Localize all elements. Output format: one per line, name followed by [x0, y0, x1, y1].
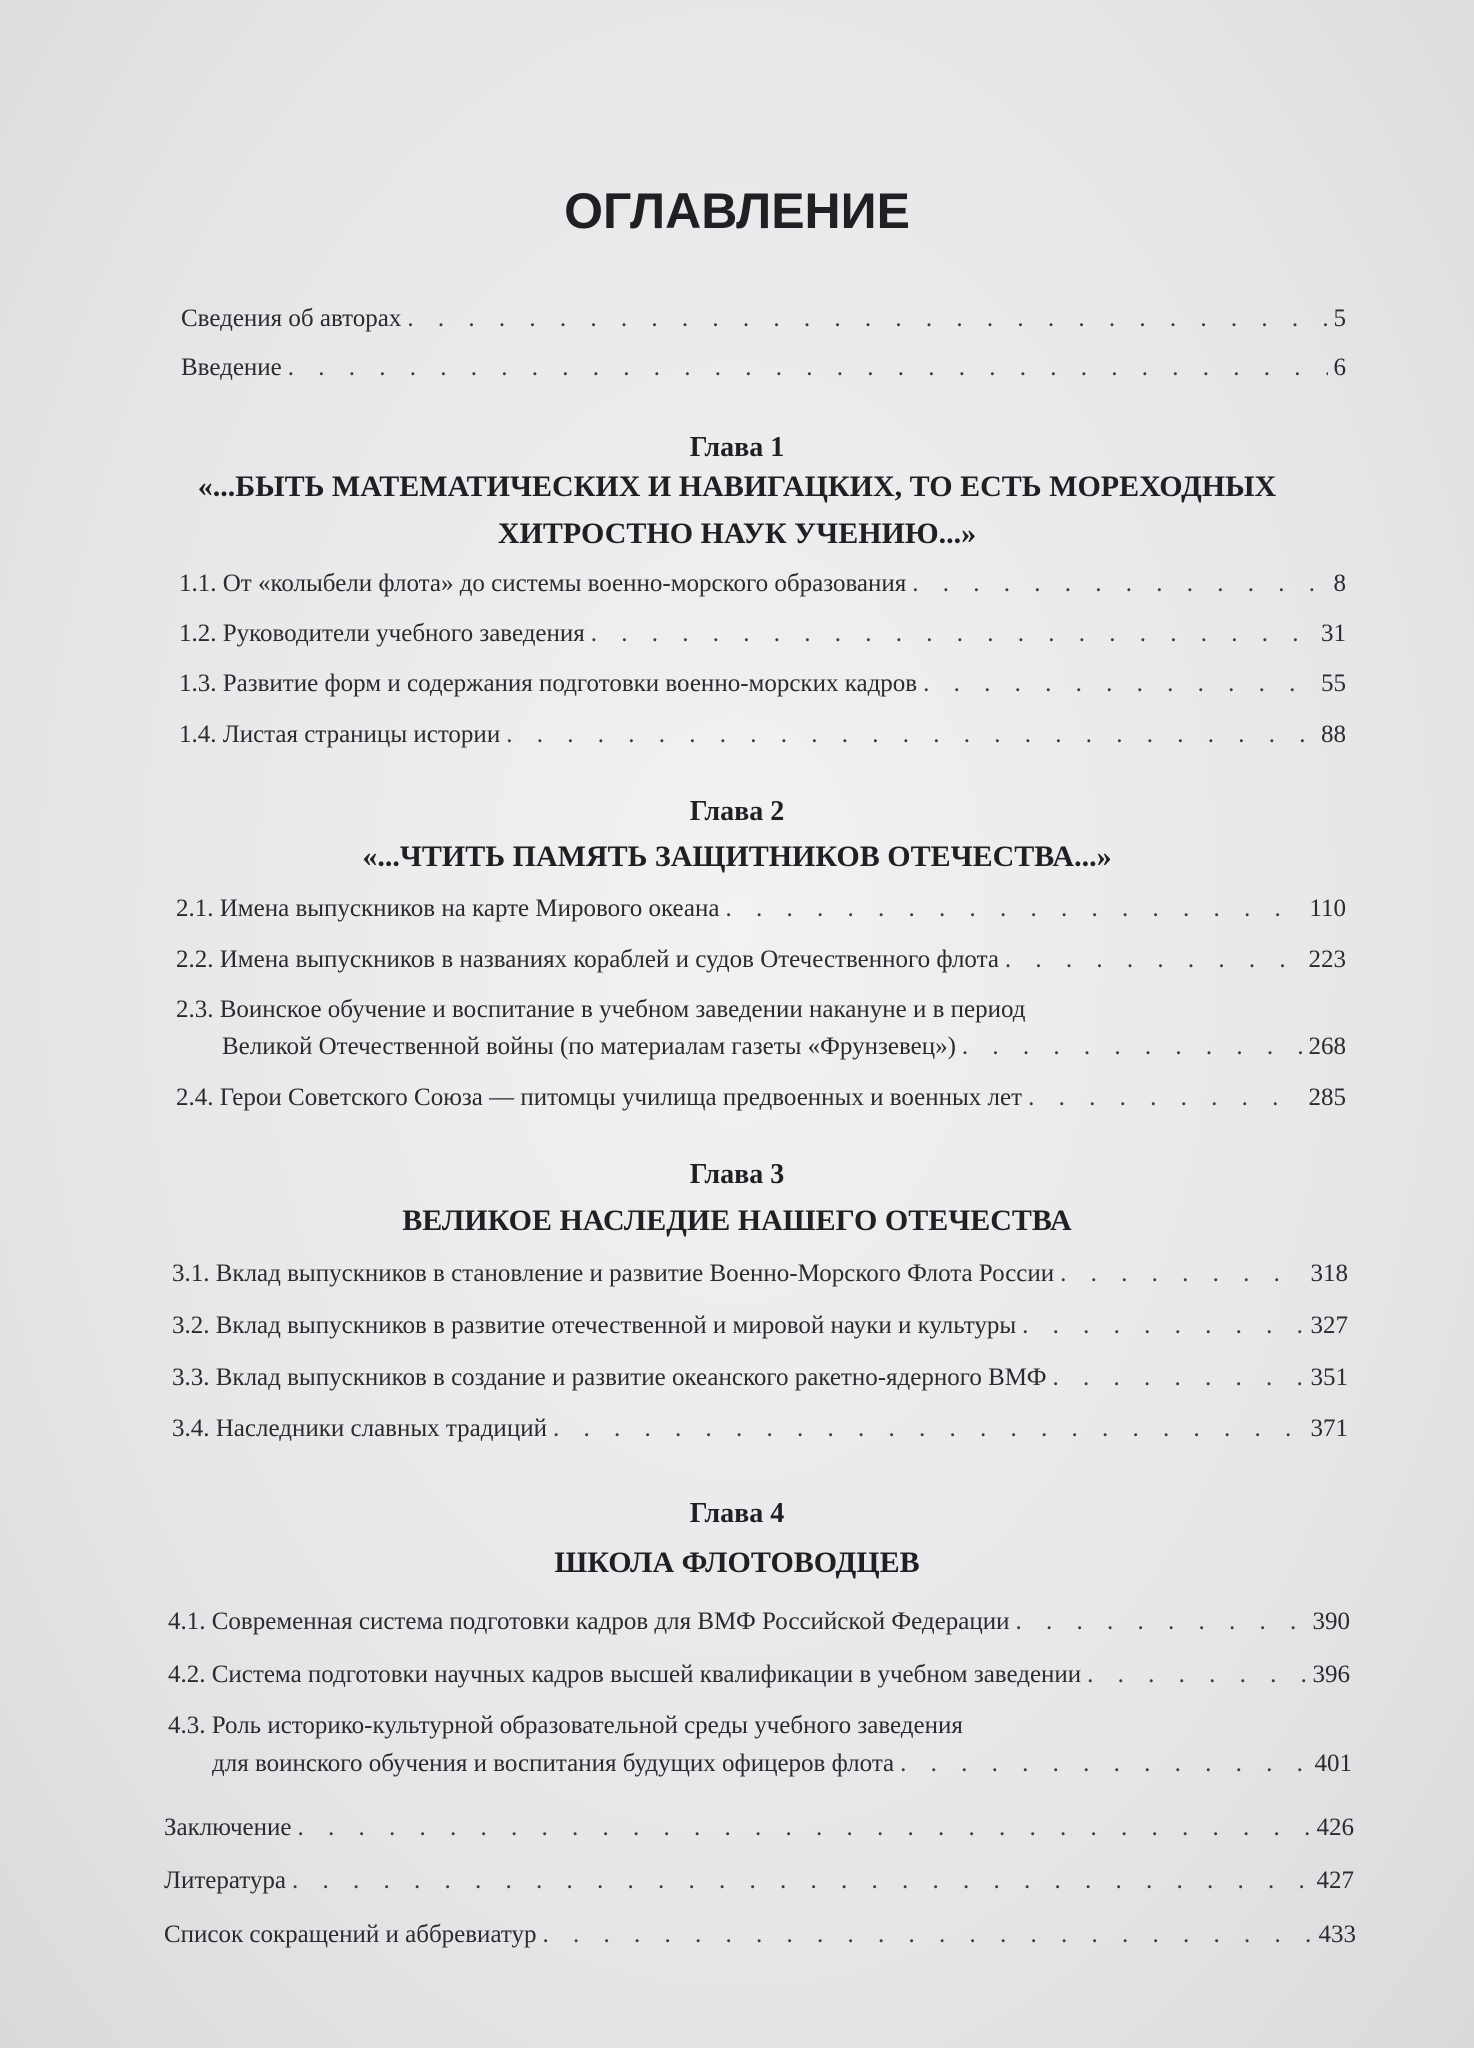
- chapter-number: Глава 1: [689, 432, 785, 463]
- leader-dots: [1028, 1084, 1302, 1112]
- toc-entry-page: 55: [1321, 670, 1346, 697]
- toc-entry[interactable]: [181, 354, 1346, 382]
- toc-entry-page: 223: [1308, 946, 1346, 973]
- toc-entry-page: 285: [1308, 1084, 1346, 1111]
- toc-entry[interactable]: [176, 895, 1346, 923]
- chapter-title: ВЕЛИКОЕ НАСЛЕДИЕ НАШЕГО ОТЕЧЕСТВА: [402, 1204, 1072, 1237]
- leader-dots: [1052, 1364, 1304, 1392]
- toc-entry[interactable]: [222, 1033, 1346, 1061]
- leader-dots: [553, 1415, 1305, 1443]
- leader-dots: [912, 570, 1327, 598]
- toc-entry-label: Введение: [181, 354, 282, 381]
- toc-entry-label: 1.2. Руководители учебного заведения: [179, 620, 585, 647]
- toc-entry[interactable]: [172, 1364, 1348, 1392]
- chapter-number: Глава 3: [689, 1159, 785, 1190]
- page-title: ОГЛАВЛЕНИЕ: [564, 183, 910, 239]
- leader-dots: [923, 670, 1315, 698]
- toc-entry[interactable]: [168, 1608, 1350, 1636]
- toc-entry-label: Великой Отечественной войны (по материалам газеты «Фрунзевец»): [222, 1033, 956, 1060]
- toc-entry-page: 351: [1310, 1364, 1348, 1391]
- leader-dots: [962, 1033, 1303, 1061]
- chapter-title: ХИТРОСТНО НАУК УЧЕНИЮ...»: [497, 517, 977, 550]
- toc-entry[interactable]: [179, 670, 1346, 698]
- toc-entry-page: 427: [1316, 1867, 1354, 1894]
- toc-entry[interactable]: [172, 1312, 1348, 1340]
- leader-dots: [407, 305, 1327, 333]
- toc-entry-page: 8: [1333, 570, 1346, 597]
- toc-entry-page: 433: [1318, 1921, 1356, 1948]
- toc-entry-label: 3.4. Наследники славных традиций: [172, 1415, 547, 1442]
- toc-entry-page: 6: [1333, 354, 1346, 381]
- toc-entry[interactable]: [179, 721, 1346, 749]
- toc-entry-page: 268: [1308, 1033, 1346, 1060]
- chapter-title: ШКОЛА ФЛОТОВОДЦЕВ: [554, 1546, 920, 1579]
- toc-entry-label: Сведения об авторах: [181, 305, 402, 332]
- toc-entry[interactable]: [172, 1415, 1348, 1443]
- toc-entry-page: 318: [1310, 1260, 1348, 1287]
- toc-entry[interactable]: [164, 1921, 1356, 1949]
- toc-entry-label: Заключение: [164, 1814, 292, 1841]
- toc-entry[interactable]: [176, 946, 1346, 974]
- toc-entry-label: 1.4. Листая страницы истории: [179, 721, 501, 748]
- leader-dots: [591, 620, 1315, 648]
- chapter-title: «...ЧТИТЬ ПАМЯТЬ ЗАЩИТНИКОВ ОТЕЧЕСТВА...»: [362, 840, 1112, 873]
- toc-entry[interactable]: [164, 1814, 1354, 1842]
- leader-dots: [726, 895, 1304, 923]
- toc-entry-page: 327: [1310, 1312, 1348, 1339]
- leader-dots: [543, 1921, 1313, 1949]
- toc-entry-label: 2.1. Имена выпускников на карте Мирового океана: [176, 895, 720, 922]
- leader-dots: [900, 1750, 1308, 1778]
- leader-dots: [1022, 1312, 1304, 1340]
- chapter-number: Глава 2: [689, 796, 785, 827]
- leader-dots: [292, 1867, 1311, 1895]
- toc-entry-page: 426: [1316, 1814, 1354, 1841]
- leader-dots: [506, 721, 1315, 749]
- toc-entry-label: 3.2. Вклад выпускников в развитие отечественной и мировой науки и культуры: [172, 1312, 1017, 1339]
- toc-entry-label: 2.2. Имена выпускников в названиях кораблей и судов Отечественного флота: [176, 946, 999, 973]
- toc-entry-page: 88: [1321, 721, 1346, 748]
- leader-dots: [1005, 946, 1303, 974]
- toc-entry-page: 110: [1309, 895, 1346, 922]
- toc-entry-label: 2.4. Герои Советского Союза — питомцы училища предвоенных и военных лет: [176, 1084, 1023, 1111]
- toc-entry-label: 4.1. Современная система подготовки кадров для ВМФ Российской Федерации: [168, 1608, 1010, 1635]
- toc-entry[interactable]: [164, 1867, 1354, 1895]
- toc-entry-first-line: 4.3. Роль историко-культурной образовательной среды учебного заведения: [168, 1712, 963, 1739]
- toc-entry-label: 1.3. Развитие форм и содержания подготовки военно-морских кадров: [179, 670, 918, 697]
- toc-entry-label: Список сокращений и аббревиатур: [164, 1921, 537, 1948]
- chapter-title: «...БЫТЬ МАТЕМАТИЧЕСКИХ И НАВИГАЦКИХ, ТО ЕСТЬ МОРЕХОДНЫХ: [197, 470, 1277, 503]
- toc-entry-label: 4.2. Система подготовки научных кадров высшей квалификации в учебном заведении: [168, 1661, 1082, 1688]
- toc-entry-page: 5: [1333, 305, 1346, 332]
- toc-entry-label: Литература: [164, 1867, 286, 1894]
- toc-entry-page: 31: [1321, 620, 1346, 647]
- toc-entry-page: 371: [1310, 1415, 1348, 1442]
- toc-entry-page: 390: [1312, 1608, 1350, 1635]
- toc-entry[interactable]: [176, 1084, 1346, 1112]
- toc-entry[interactable]: [179, 620, 1346, 648]
- toc-entry[interactable]: [168, 1661, 1350, 1689]
- leader-dots: [1060, 1260, 1304, 1288]
- leader-dots: [1015, 1608, 1306, 1636]
- toc-entry-label: 3.1. Вклад выпускников в становление и развитие Военно-Морского Флота России: [172, 1260, 1055, 1287]
- toc-entry[interactable]: [212, 1750, 1352, 1778]
- toc-entry-label: 3.3. Вклад выпускников в создание и развитие океанского ракетно-ядерного ВМФ: [172, 1364, 1047, 1391]
- toc-entry-page: 396: [1312, 1661, 1350, 1688]
- toc-entry-first-line: 2.3. Воинское обучение и воспитание в учебном заведении накануне и в период: [176, 996, 1026, 1023]
- toc-entry-label: 1.1. От «колыбели флота» до системы военно-морского образования: [179, 570, 907, 597]
- toc-entry[interactable]: [181, 305, 1346, 333]
- toc-entry-page: 401: [1314, 1750, 1352, 1777]
- chapter-number: Глава 4: [689, 1498, 785, 1529]
- leader-dots: [288, 354, 1328, 382]
- leader-dots: [1087, 1661, 1306, 1689]
- leader-dots: [298, 1814, 1311, 1842]
- toc-entry-label: для воинского обучения и воспитания будущих офицеров флота: [212, 1750, 895, 1777]
- toc-entry[interactable]: [172, 1260, 1348, 1288]
- toc-entry[interactable]: [179, 570, 1346, 598]
